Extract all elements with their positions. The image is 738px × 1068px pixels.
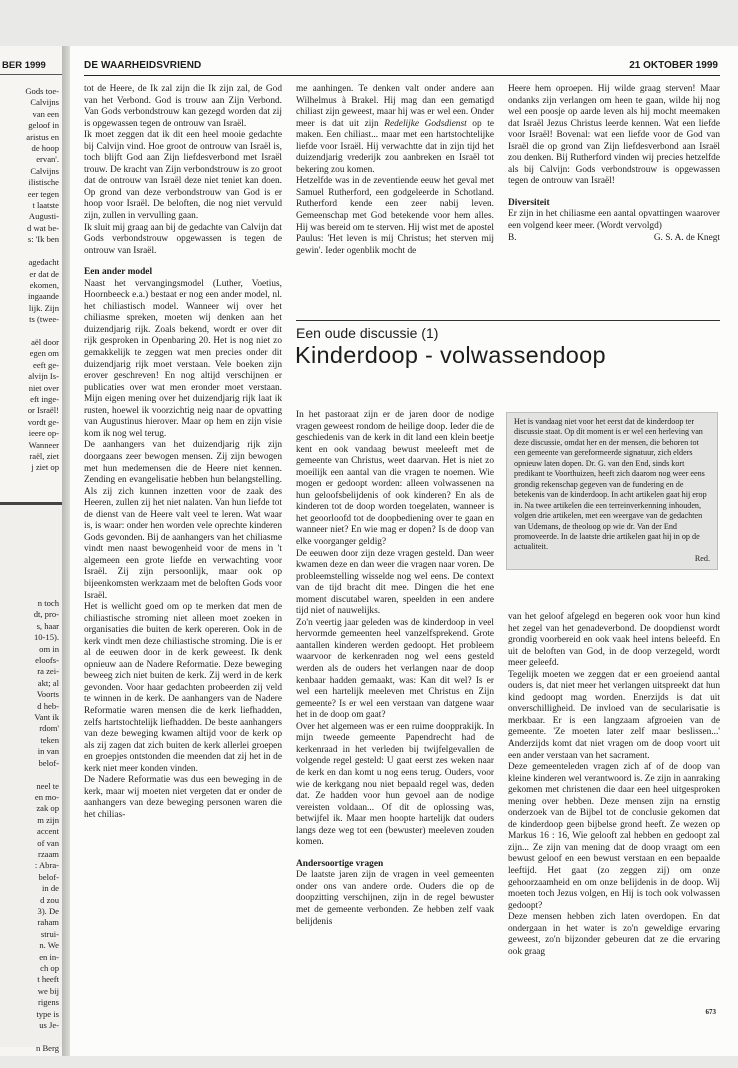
column-2-top <box>296 84 494 257</box>
publication-title: DE WAARHEIDSVRIEND <box>84 60 202 71</box>
paragraph: Deze mensen hebben zich laten overdopen. En dat ondergaan in het water is zo'n geweldige ervaring geweest, zo'n bijzonder gebeuren dat ze die ervaring ook graag <box>508 912 720 957</box>
paragraph: Heere hem oproepen. Hij wilde graag sterven! Maar ondanks zijn verlangen om heen te gaan, wilde hij nog wel een poosje op aarde leven als hij mocht meemaken dat Israël Jezus Christus leerde kennen. Wat een liefde voor Israël! Bovenal: wat een liefde voor de God van Israël die op grond van Zijn liefdesverbond aan Israël zou denken. Bij Rutherford vinden wij precies hetzelfde als bij Calvijn: Gods verbondstrouw is opgewassen tegen de ontrouw van Israël! <box>508 84 720 187</box>
book-title: Redelijke Godsdienst <box>384 118 467 129</box>
paragraph: Zo'n veertig jaar geleden was de kinderdoop in veel hervormde gemeenten heel vanzelfsprekend. Grote aantallen kinderen werden gedoopt. Het probleem waarvoor de kerkenraden nog wel eens gesteld werden als de ouders het verlangen naar de doop kenbaar hadden gemaakt, was: Kan dit wel? Is er wel een hartelijk meeleven met Christus en Zijn gemeente? Is er wel een verstaan van datgene waar het in de doop om gaat? <box>296 617 494 721</box>
paragraph: Ik moet zeggen dat ik dit een heel mooie gedachte bij Calvijn vind. Hoe groot de ontrouw van Israël is, toch blijft God aan Zijn liefdesverbond met Israël trouw. De kracht van Zijn verbondstrouw is zo groot dat de ontrouw van Israël deze niet teniet kan doen. Op grond van deze verbondstrouw van God is er hoop voor Israël. De beloften, die nog niet vervuld zijn, zullen in vervulling gaan. <box>84 130 282 222</box>
paragraph: Deze gemeenteleden vragen zich af of de doop van kleine kinderen wel verantwoord is. Ze zijn in aanraking gekomen met christenen die daar een heel uitgesproken mening over hebben. Deze mensen zijn na ernstig onderzoek van de Bijbel tot de conclusie gekomen dat de kinderdoop geen bijbelse grond heeft. Ze wezen op Markus 16 : 16, Wie gelooft zal hebben en gedoopt zal zijn... Ze zijn van mening dat de doop vraagt om een bewust geloof en een bewust verstaan en een bepaalde leeftijd. Het gaat (zo zeggen zij) om onze gehoorzaamheid en om onze belijdenis in de doop. Wij moeten toch Jezus volgen, en Hij is toch ook volwassen gedoopt? <box>508 762 720 911</box>
article-divider <box>296 320 720 321</box>
section-heading: Andersoortige vragen <box>296 858 384 869</box>
paragraph: De aanhangers van het duizendjarig rijk zijn doorgaans zeer bewogen mensen. Zij zijn bewogen met hun medemensen die de Heere niet kennen. Zending en evangelisatie hebben hun belangstelling. Als zij zich kunnen inzetten voor de zaak des Heeren, zullen zij het niet nalaten. Van hun liefde tot de dienst van de Heere valt veel te leren. Wat waar is, is waar: onder hen worden vele oprechte kinderen Gods gevonden. Bij de aanhangers van het chiliasme vindt men naast bewogenheid voor de mens in 't algemeen een grote liefde en verwachting voor Israël. Zij zijn persoonlijk, maar ook op bijeenkomsten werkzaam met de beloften Gods voor Israël. <box>84 440 282 601</box>
paragraph: Hetzelfde was in de zeventiende eeuw het geval met Samuel Rutherford, een godgeleerde in Schotland. Rutherford kende een zeer nabij leven. Gemeenschap met God betekende voor hem alles. Hij was bereid om te sterven. Hij wist met de apostel Paulus: 'Het leven is mij Christus; het sterven mij gewin'. Ieder ogenblik mocht de <box>296 176 494 256</box>
paragraph: Naast het vervangingsmodel (Luther, Voetius, Hoornbeeck e.a.) bestaat er nog een ander model, nl. het chiliastisch model. Wanneer wij over het chiliasme spreken, moeten wij denken aan het duizendjarig rijk. Zoals bekend, wordt er over dit rijk gesproken in Openbaring 20. Het is nog niet zo gemakkelijk te zeggen wat men precies onder dit duizendjarig rijk moet verstaan. Vele boeken zijn erover geschreven! En nog altijd verschijnen er publicaties over wat men eronder moet verstaan. Mijn eigen mening over het duizendjarig rijk laat ik rusten, hoewel ik voorzichtig neig naar de opvatting van Augustinus hierover. Maar op hem en zijn visie kom ik nog wel terug. <box>84 278 282 439</box>
paragraph: Ik sluit mij graag aan bij de gedachte van Calvijn dat Gods verbondstrouw opgewassen is tegen de ontrouw van Israël. <box>84 222 282 256</box>
section-heading: Een ander model <box>84 267 153 278</box>
paragraph: me aanhingen. Te denken valt onder andere aan Wilhelmus à Brakel. Hij mag dan een gematigd chiliast zijn geweest, maar hij was er wel een. Onder meer is dat uit zijn Redelijke Godsdienst op te maken. Een chiliast... maar met een hartstochtelijke liefde voor Israël. Hij verwachtte dat in zijn tijd het duizendjarig vrederijk zou aanbreken en Israël tot bekering zou komen. <box>296 84 494 175</box>
page-gutter <box>62 46 70 1056</box>
signature-initial: B. <box>508 232 517 243</box>
paragraph: De eeuwen door zijn deze vragen gesteld. Dan weer kwamen deze en dan weer die vragen naar voren. De probleemstelling wisselde nog wel eens. De context van de tijd bracht dit mee. Dingen die het ene moment discutabel waren, speelden in een andere tijd niet of nauwelijks. <box>296 548 494 617</box>
author-signature <box>508 233 720 245</box>
column-3-top <box>508 84 720 244</box>
author-name: G. S. A. de Knegt <box>653 232 720 243</box>
article-kicker: Een oude discussie (1) <box>296 325 439 341</box>
magazine-page <box>70 46 738 1056</box>
paragraph: Tegelijk moeten we zeggen dat er een groeiend aantal ouders is, dat niet meer het verlangen uitspreekt dat hun kind gedoopt mag worden. Enerzijds is dat uit onverschilligheid. De invloed van de secularisatie is merkbaar. Er is een langzaam afgroeien van de gemeente. 'Ze moeten later zelf maar beslissen...' Anderzijds komt dat niet vragen om de doop voort uit een ander verstaan van het sacrament. <box>508 669 720 761</box>
previous-page-fragments-box: n toch dt, pro- s, haar 10-15). om in eloofs- ra zei- akt; al Voorts d heb- Vant ik rdom' teken in van belof- neel te en mo- zak op m zijn accent of van rzaam : Abra- belof- in de d zou 3). De raham strui- n. We en in- ch op t heeft we bij rigens type is us Je- n Berg <box>33 598 59 1053</box>
column-3-article <box>508 612 720 958</box>
paragraph: Over het algemeen was er een ruime doopprakijk. In mijn tweede gemeente Papendrecht had de kerkenraad in het verleden bij twijfelgevallen de volgende regel gesteld: U gaat eerst zes weken naar de kerk en dan komt u nog eens terug. Ouders, voor wie de kerkgang nou niet bepaald regel was, deden dat. Ze hadden voor hun gevoel aan de nodige vereisten voldaan... Of dit de oplossing was, betwijfel ik. Maar men hoopte hartelijk dat ouders langs deze weg tot een (bewuster) meeleven zouden komen. <box>296 721 494 848</box>
intro-signature: Red. <box>694 553 710 563</box>
previous-page-fragments-top: Gods toe- Calvijns van een geloof in aristus en de hoop ervan'. Calvijns ilistische eer tegen t laatste Augusti- d wat be- s: 'Ik ben agedacht er dat de ekomen, ingaande lijk. Zijn ts (twee- aël door egen om eeft ge- alvijn Is- niet over eft inge- or Israël! vordt ge- ieere op- Wanneer raël, ziet j ziet op <box>25 86 59 473</box>
paragraph: Het is wellicht goed om op te merken dat men de chiliastische stroming niet alleen moet zoeken in organisaties die buiten de kerk opereren. Ook in de kerk vindt men deze chiliastische stroming. Die is er al de eeuwen door in de kerk geweest. Ik denk opnieuw aan de Nadere Reformatie. Deze beweging beweeg zich niet buiten de kerk. Zij werd in de kerk gevonden. Voor haar gedachten probeerden zij veld te winnen in de kerk. De aanhangers van de Nadere Reformatie waren mensen die de kerk liefhadden, zelfs hartstochtelijk liefhadden. De beste aanhangers van deze beweging kwamen altijd voor de kerk op als zij zagen dat zich buiten de kerk allerlei groepen en groepjes ontstonden die meenden dat zij het in de kerk niet meer konden vinden. <box>84 602 282 774</box>
column-2-article <box>296 410 494 928</box>
paragraph: De Nadere Reformatie was dus een beweging in de kerk, maar wij moeten niet vergeten dat er onder de aanhangers van deze beweging personen waren die het chilias- <box>84 775 282 820</box>
column-1 <box>84 84 282 821</box>
previous-page-header: BER 1999 <box>2 60 46 71</box>
intro-text: Het is vandaag niet voor het eerst dat de kinderdoop ter discussie staat. Op dit moment is er wel een herleving van deze discussie, omdat her en der mensen, die behoren tot een gemeente van gereformeerde signatuur, zich elders opnieuw laten dopen. Dr. G. van den End, sinds kort predikant te Voorthuizen, heeft zich daarom nog weer eens grondig rekenschap gegeven van de fundering en de betekenis van de kinderdoop. In acht artikelen gaat hij erop in. Na twee artikelen die een terreinverkenning inhouden, volgen drie artikelen, met een weergave van de gedachten van Udemans, de theoloog op wie dr. Van der End promoveerde. In de laatste drie artikelen gaat hij in op de actualiteit. <box>514 417 707 552</box>
paragraph: Er zijn in het chiliasme een aantal opvattingen waarover een volgend keer meer. (Wordt vervolgd) <box>508 209 720 232</box>
header-rule <box>84 75 720 76</box>
editorial-intro-box <box>506 412 718 570</box>
paragraph: De laatste jaren zijn de vragen in veel gemeenten onder ons van andere orde. Ouders die op de doopzitting verschijnen, zijn in de regel bewuster met de gemeente verbonden. Ze hebben zelf vaak belijdenis <box>296 870 494 927</box>
section-heading: Diversiteit <box>508 197 550 208</box>
paragraph: van het geloof afgelegd en begeren ook voor hun kind het zegel van het genadeverbond. De doopdienst wordt grondig voorbereid en ook vaak heel intens beleefd. En uit de beloften van God, in de doop verzegeld, wordt meer geleefd. <box>508 612 720 669</box>
page-number: 673 <box>705 1008 716 1016</box>
previous-page-rule <box>0 74 62 75</box>
previous-page-strip <box>0 46 62 1056</box>
paragraph: In het pastoraat zijn er de jaren door de nodige vragen geweest rondom de heilige doop. Ieder die de geschiedenis van de kerk in dit land een klein beetje kent en ook vandaag bewust meeleeft met de gemeente van Christus, weet daarvan. Het is niet zo moeilijk een aantal van die vragen te noemen. Wie mogen er gedoopt worden: alleen volwassenen na hun geloofsbelijdenis of ook kinderen? En als de kinderen tot de doop worden toegelaten, wanneer is het geoorloofd tot de doopbediening over te gaan en wanneer niet? En wie mag er dopen? Is de doop van elke voorganger geldig? <box>296 410 494 548</box>
paragraph: tot de Heere, de Ik zal zijn die Ik zijn zal, de God van het Verbond. God is trouw aan Zijn Verbond. Van Gods verbondstrouw kan gezegd worden dat zij is opgewassen tegen de ontrouw van Israël. <box>84 84 282 129</box>
article-title: Kinderdoop - volwassendoop <box>295 342 606 368</box>
issue-date: 21 OKTOBER 1999 <box>629 60 718 71</box>
